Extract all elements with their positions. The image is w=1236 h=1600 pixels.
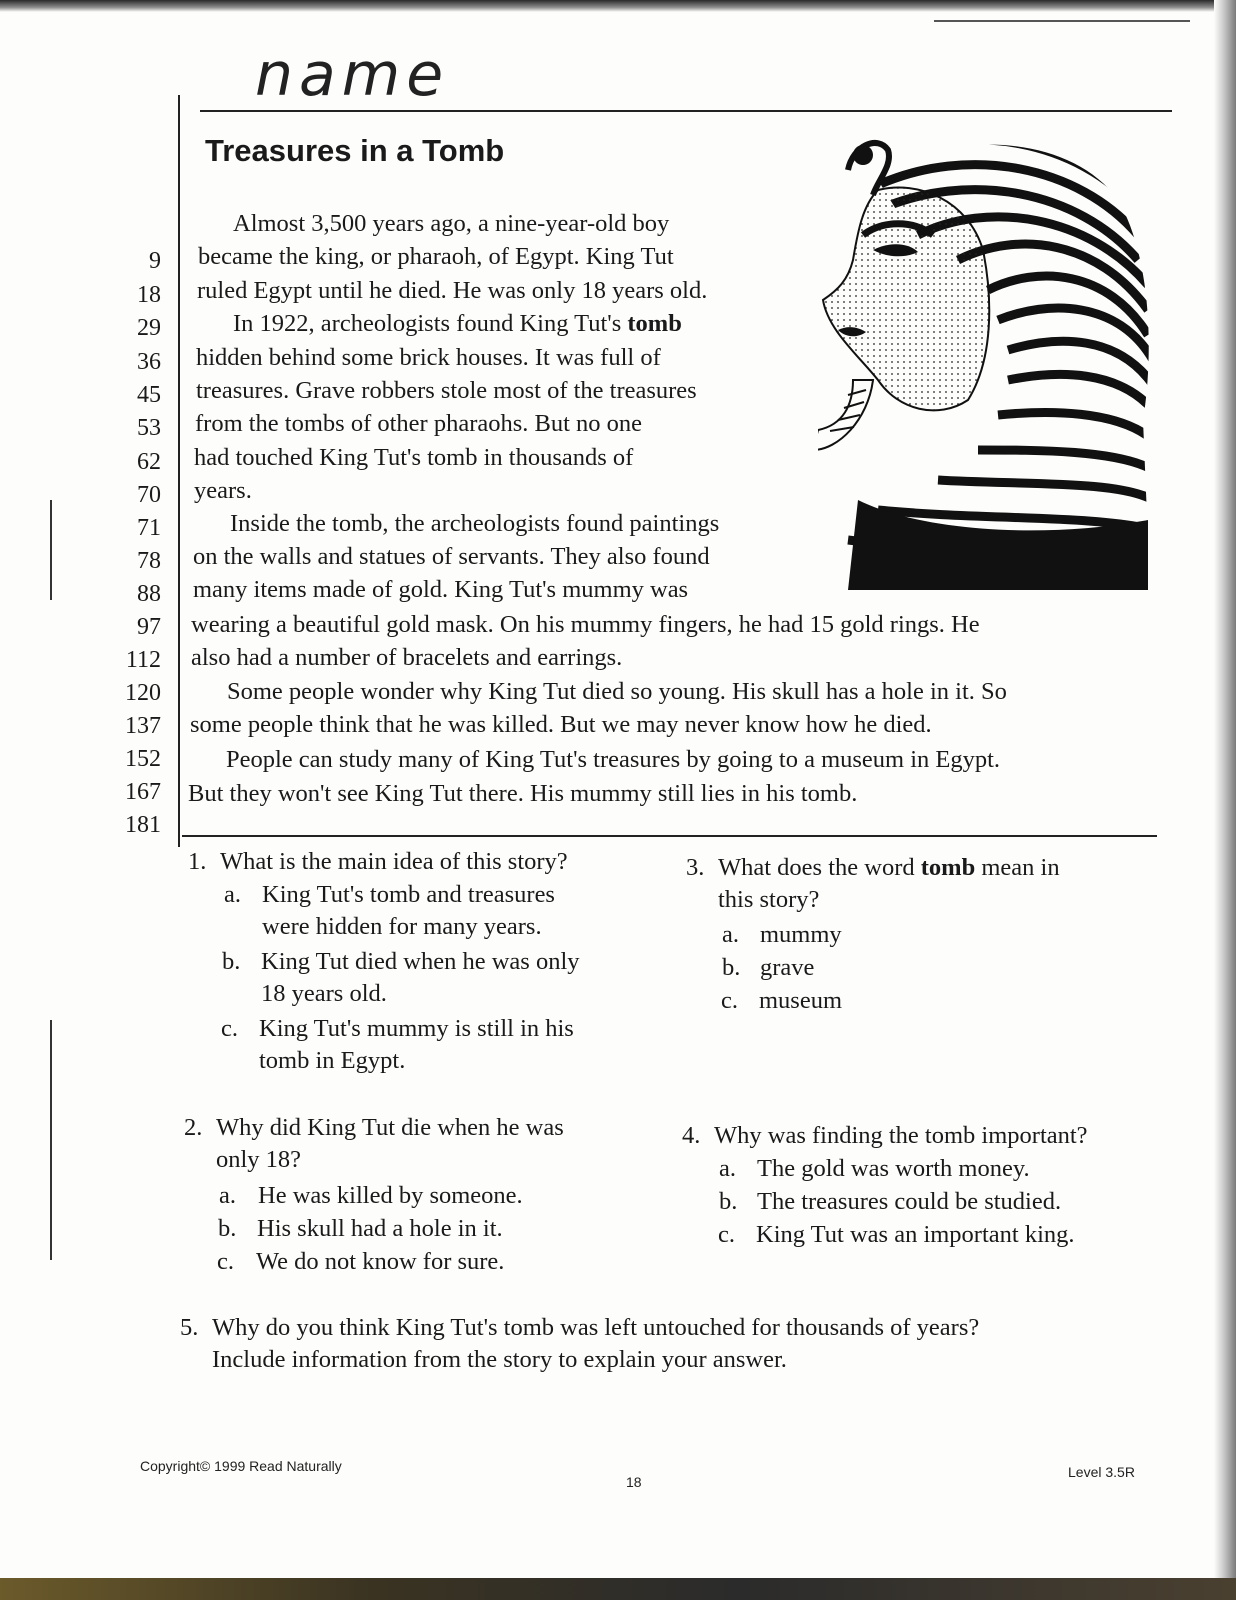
story-line: had touched King Tut's tomb in thousands of (194, 444, 634, 471)
pharaoh-mask-icon (818, 120, 1158, 590)
answer-option: museum (759, 987, 843, 1014)
option-letter: a. (224, 881, 241, 908)
option-text: King Tut died when he was only (261, 948, 580, 975)
story-line: became the king, or pharaoh, of Egypt. King Tut (198, 243, 674, 270)
question-number: 5. (180, 1314, 199, 1341)
word-count: 71 (137, 515, 161, 541)
story-line: People can study many of King Tut's treasures by going to a museum in Egypt. (226, 746, 1001, 773)
word-count: 88 (137, 581, 161, 607)
reading-level: Level 3.5R (1068, 1464, 1135, 1480)
option-letter: b. (722, 954, 741, 981)
option-text: King Tut's tomb and treasures (262, 881, 555, 908)
stem-text: What does the word (718, 854, 921, 881)
word-count: 45 (137, 382, 161, 408)
story-line: from the tombs of other pharaohs. But no one (195, 410, 643, 437)
word-count: 78 (137, 548, 161, 574)
story-line: also had a number of bracelets and earrings. (191, 644, 623, 671)
answer-option: We do not know for sure. (256, 1248, 505, 1275)
question-stem (212, 1312, 979, 1377)
word-count: 29 (137, 315, 161, 341)
question-stem (718, 852, 1060, 917)
margin-mark (50, 1020, 52, 1260)
bold-term-tomb: tomb (627, 310, 682, 337)
word-count: 97 (137, 614, 161, 640)
page-title: Treasures in a Tomb (205, 133, 505, 168)
question-number: 2. (184, 1114, 203, 1141)
option-letter: c. (718, 1221, 735, 1248)
story-line: Inside the tomb, the archeologists found paintings (230, 510, 720, 537)
answer-option: The gold was worth money. (757, 1155, 1030, 1182)
word-count: 181 (125, 812, 161, 838)
answer-option (262, 879, 555, 944)
scan-rule (934, 20, 1190, 22)
word-count: 70 (137, 482, 161, 508)
story-line: treasures. Grave robbers stole most of the treasures (196, 377, 697, 404)
option-letter: b. (218, 1215, 237, 1242)
option-letter: c. (217, 1248, 234, 1275)
option-letter: a. (722, 921, 739, 948)
story-line: wearing a beautiful gold mask. On his mummy fingers, he had 15 gold rings. He (191, 611, 980, 638)
scan-edge-right (1214, 0, 1236, 1600)
option-letter: b. (719, 1188, 738, 1215)
word-count: 120 (125, 680, 161, 706)
story-line (233, 312, 682, 337)
story-line: Some people wonder why King Tut died so young. His skull has a hole in it. So (227, 678, 1007, 705)
option-text: 18 years old. (261, 980, 387, 1008)
word-count: 9 (149, 248, 161, 274)
stem-line: Why did King Tut die when he was (216, 1114, 564, 1141)
option-letter: a. (219, 1182, 236, 1209)
story-line: many items made of gold. King Tut's mummy was (193, 576, 689, 603)
answer-option: grave (760, 954, 815, 981)
copyright-notice: Copyright© 1999 Read Naturally (140, 1458, 342, 1474)
option-text: were hidden for many years. (262, 913, 542, 941)
story-line: Almost 3,500 years ago, a nine-year-old boy (233, 210, 670, 237)
top-rule (200, 110, 1172, 112)
option-letter: c. (721, 987, 738, 1014)
stem-line: only 18? (216, 1146, 302, 1174)
question-stem: Why was finding the tomb important? (714, 1122, 1088, 1149)
option-letter: c. (221, 1015, 238, 1042)
story-end-rule (182, 835, 1157, 837)
scan-edge-bottom (0, 1578, 1236, 1600)
answer-option: His skull had a hole in it. (257, 1215, 503, 1242)
word-count: 137 (125, 713, 161, 739)
answer-option (259, 1013, 574, 1078)
answer-option: mummy (760, 921, 842, 948)
story-line: on the walls and statues of servants. They also found (193, 543, 710, 570)
word-count: 152 (125, 746, 161, 772)
option-text: tomb in Egypt. (259, 1047, 406, 1075)
page-number: 18 (626, 1474, 642, 1490)
word-count: 36 (137, 349, 161, 375)
option-letter: a. (719, 1155, 736, 1182)
word-count: 18 (137, 282, 161, 308)
question-number: 3. (686, 854, 705, 881)
scan-edge-top (0, 0, 1236, 12)
answer-option (261, 946, 580, 1011)
question-stem (216, 1112, 564, 1177)
stem-line (718, 852, 1060, 884)
word-count: 112 (125, 647, 161, 673)
bold-term-tomb: tomb (920, 854, 976, 881)
answer-option: He was killed by someone. (258, 1182, 523, 1209)
story-line: some people think that he was killed. But we may never know how he died. (190, 711, 932, 738)
story-line: hidden behind some brick houses. It was full of (196, 344, 661, 371)
word-count: 62 (137, 449, 161, 475)
question-number: 4. (682, 1122, 701, 1149)
stem-text: mean in (975, 854, 1060, 881)
story-line: ruled Egypt until he died. He was only 18 years old. (197, 277, 708, 304)
word-count: 53 (137, 415, 161, 441)
question-stem: What is the main idea of this story? (220, 848, 568, 875)
question-number: 1. (188, 848, 207, 875)
handwritten-name: name (255, 40, 450, 110)
word-count: 167 (125, 779, 161, 805)
stem-line: Include information from the story to explain your answer. (212, 1346, 787, 1374)
stem-line: Why do you think King Tut's tomb was left untouched for thousands of years? (212, 1314, 980, 1341)
stem-line: this story? (718, 886, 820, 914)
margin-mark (50, 500, 52, 600)
option-letter: b. (222, 948, 241, 975)
answer-option: King Tut was an important king. (756, 1221, 1075, 1248)
answer-option: The treasures could be studied. (757, 1188, 1062, 1215)
word-count-divider (178, 95, 180, 847)
story-line: years. (194, 477, 252, 504)
story-line: But they won't see King Tut there. His mummy still lies in his tomb. (188, 780, 858, 807)
option-text: King Tut's mummy is still in his (259, 1015, 574, 1042)
story-text-span: In 1922, archeologists found King Tut's (233, 310, 628, 337)
